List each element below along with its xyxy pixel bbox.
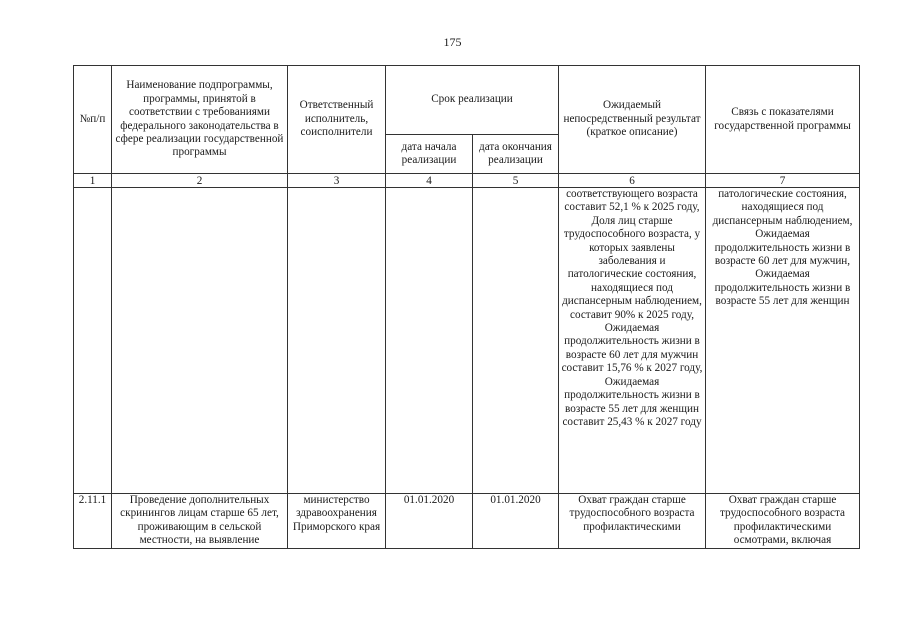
cell-result: Охват граждан старше трудоспособного возраста профилактическими bbox=[559, 494, 706, 549]
cell-num: 2.11.1 bbox=[74, 494, 112, 549]
column-number: 4 bbox=[386, 174, 473, 188]
header-period-end: дата окончания реализации bbox=[473, 135, 559, 174]
header-period: Срок реализации bbox=[386, 66, 559, 135]
header-period-start: дата начала реализации bbox=[386, 135, 473, 174]
header-row bbox=[74, 66, 860, 135]
column-number: 1 bbox=[74, 174, 112, 188]
cell-result: соответствующего возраста составит 52,1 % к 2025 году, Доля лиц старше трудоспособного возраста, у которых заявлены заболевания и патологические состояния, находящиеся под диспансерным наблюдением, составит 90% к 2025 году, Ожидаемая продолжительность жизни в возрасте 60 лет для мужчин составит 15,76 % к 2027 году, Ожидаемая продолжительность жизни в возрасте 55 лет для женщин составит 25,43 % к 2027 году bbox=[559, 188, 706, 494]
cell-end bbox=[473, 188, 559, 494]
page-number: 175 bbox=[443, 35, 462, 49]
header-responsible: Ответственный исполнитель, соисполнители bbox=[288, 66, 386, 174]
header-num: №п/п bbox=[74, 66, 112, 174]
cell-start bbox=[386, 188, 473, 494]
cell-responsible bbox=[288, 188, 386, 494]
program-table bbox=[73, 65, 860, 549]
column-number: 2 bbox=[112, 174, 288, 188]
table-row bbox=[74, 494, 860, 549]
cell-link: патологические состояния, находящиеся под диспансерным наблюдением, Ожидаемая продолжительность жизни в возрасте 60 лет для мужчин, Ожидаемая продолжительность жизни в возрасте 55 лет для женщин bbox=[706, 188, 860, 494]
cell-responsible: министерство здравоохранения Приморского края bbox=[288, 494, 386, 549]
cell-name bbox=[112, 188, 288, 494]
cell-end: 01.01.2020 bbox=[473, 494, 559, 549]
header-link: Связь с показателями государственной программы bbox=[706, 66, 860, 174]
table-row bbox=[74, 188, 860, 494]
column-number: 5 bbox=[473, 174, 559, 188]
header-result: Ожидаемый непосредственный результат (краткое описание) bbox=[559, 66, 706, 174]
header-name: Наименование подпрограммы, программы, принятой в соответствии с требованиями федерального законодательства в сфере реализации государственной программы bbox=[112, 66, 288, 174]
column-number: 7 bbox=[706, 174, 860, 188]
cell-num bbox=[74, 188, 112, 494]
cell-name: Проведение дополнительных скринингов лицам старше 65 лет, проживающим в сельской местности, на выявление bbox=[112, 494, 288, 549]
column-number-row bbox=[74, 174, 860, 188]
cell-link: Охват граждан старше трудоспособного возраста профилактическими осмотрами, включая bbox=[706, 494, 860, 549]
column-number: 6 bbox=[559, 174, 706, 188]
column-number: 3 bbox=[288, 174, 386, 188]
cell-start: 01.01.2020 bbox=[386, 494, 473, 549]
